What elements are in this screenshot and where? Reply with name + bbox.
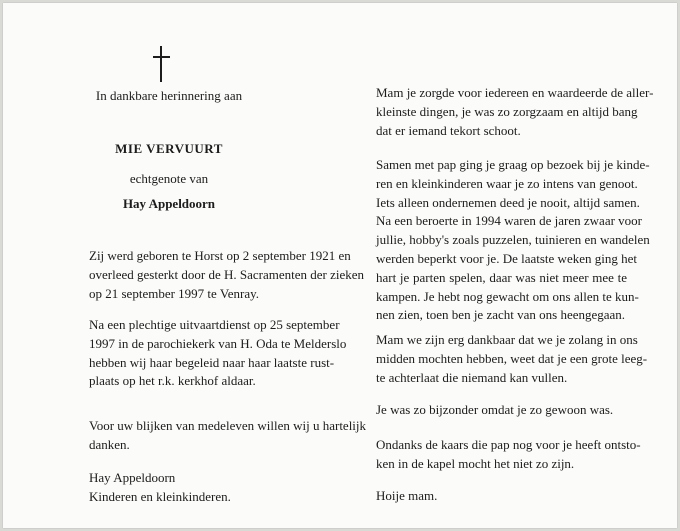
text-line: Mam je zorgde voor iedereen en waardeerde de aller- <box>376 85 654 100</box>
intro-text: In dankbare herinnering aan <box>95 88 243 103</box>
text-line: Voor uw blijken van medeleven willen wij u hartelijk <box>89 418 367 433</box>
text-line: Zij werd geboren te Horst op 2 september 1921 en <box>89 248 351 263</box>
signature-line: Kinderen en kleinkinderen. <box>89 488 231 504</box>
signature-line: Hay Appeldoorn <box>89 470 176 485</box>
text-line: Je was zo bijzonder omdat je zo gewoon was. <box>376 402 614 417</box>
thanks-paragraph <box>89 417 367 455</box>
cross-icon <box>153 46 170 82</box>
spouse-intro: echtgenote van <box>129 171 209 186</box>
text-line: te achterlaat die niemand kan vullen. <box>376 369 568 385</box>
deceased-name: MIE VERVUURT <box>115 141 223 156</box>
text-line: 1997 in de parochiekerk van H. Oda te Melderslo <box>89 335 347 351</box>
memorial-card <box>3 3 677 528</box>
text-line: plaats op het r.k. kerkhof aldaar. <box>89 373 256 389</box>
text-line: jullie, hobby's zoals puzzelen, tuinieren en wandelen <box>376 232 650 248</box>
text-line: werden beperkt voor je. De laatste weken ging het <box>376 250 637 266</box>
text-line: kampen. Je hebt nog gewacht om ons allen te kun- <box>376 288 639 304</box>
text-line: ken in de kapel mocht het niet zo zijn. <box>376 455 575 471</box>
signature <box>89 469 294 507</box>
text-line: midden mochten hebben, weet dat je een grote leeg- <box>376 350 648 366</box>
text-line: kleinste dingen, je was zo zorgzaam en altijd bang <box>376 103 638 119</box>
right-paragraph-1 <box>376 84 654 140</box>
text-line: dat er iemand tekort schoot. <box>376 122 521 138</box>
text-line: nen zien, toen ben je zacht van ons heengegaan. <box>376 307 626 323</box>
text-line: Samen met pap ging je graag op bezoek bij je kinde- <box>376 157 650 172</box>
text-line: Na een plechtige uitvaartdienst op 25 september <box>89 317 340 332</box>
birth-paragraph <box>89 247 365 303</box>
text-line: op 21 september 1997 te Venray. <box>89 285 260 301</box>
right-paragraph-5 <box>376 436 641 474</box>
spouse-name: Hay Appeldoorn <box>122 196 216 211</box>
text-line: ren en kleinkinderen waar je zo intens van genoot. <box>376 175 638 191</box>
funeral-paragraph <box>89 316 347 391</box>
text-line: hebben wij haar begeleid naar haar laatste rust- <box>89 354 335 370</box>
right-paragraph-4 <box>376 401 627 420</box>
text-line: Iets alleen ondernemen deed je nooit, altijd samen. <box>376 194 640 210</box>
text-line: danken. <box>89 436 130 452</box>
right-paragraph-6 <box>376 487 627 506</box>
right-paragraph-2 <box>376 156 650 325</box>
text-line: overleed gesterkt door de H. Sacramenten der zieken <box>89 266 365 282</box>
text-line: Ondanks de kaars die pap nog voor je heeft ontsto- <box>376 437 641 452</box>
right-paragraph-3 <box>376 331 648 387</box>
text-line: Na een beroerte in 1994 waren de jaren zwaar voor <box>376 213 643 229</box>
text-line: Mam we zijn erg dankbaar dat we je zolang in ons <box>376 332 638 347</box>
text-line: hart je parten spelen, daar was niet meer mee te <box>376 269 627 285</box>
text-line: Hoije mam. <box>376 488 438 503</box>
